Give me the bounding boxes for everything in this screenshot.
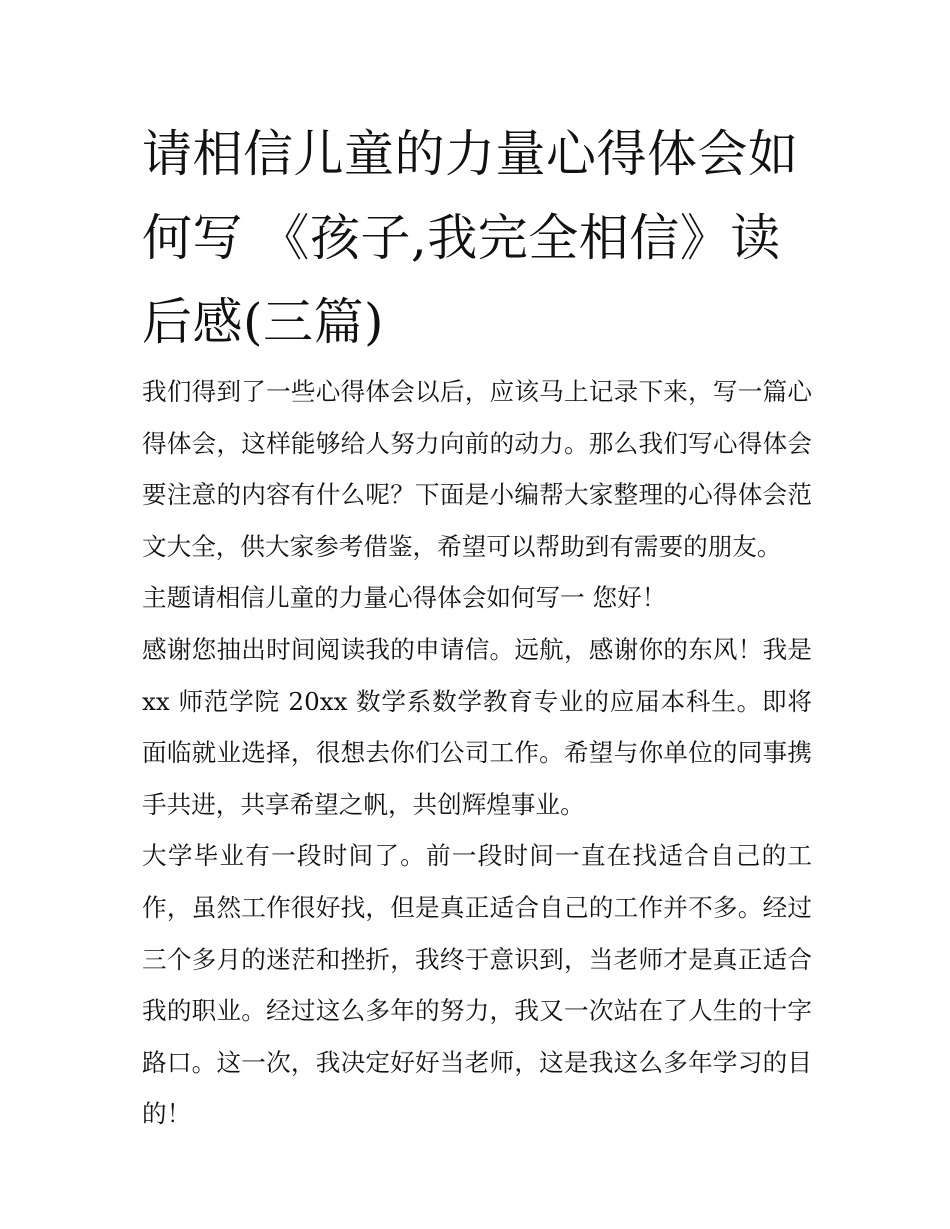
document-title: 请相信儿童的力量心得体会如何写 《孩子,我完全相信》读后感(三篇) [142,125,799,351]
paragraph-intro: 我们得到了一些心得体会以后，应该马上记录下来，写一篇心得体会，这样能够给人努力向前的动力。那么我们写心得体会要注意的内容有什么呢？下面是小编帮大家整理的心得体会范文大全，供大家参考借鉴，希望可以帮助到有需要的朋友。 [142,377,812,561]
paragraph-career: 大学毕业有一段时间了。前一段时间一直在找适合自己的工作，虽然工作很好找，但是真正适合自己的工作并不多。经过三个多月的迷茫和挫折，我终于意识到，当老师才是真正适合我的职业。经过这么多年的努力，我又一次站在了人生的十字路口。这一次，我决定好好当老师，这是我这么多年学习的目的！ [142,841,812,1129]
document-page [142,112,812,1140]
paragraph-thanks: 感谢您抽出时间阅读我的申请信。远航，感谢你的东风！我是xx 师范学院 20xx 数学系数学教育专业的应届本科生。即将面临就业选择，很想去你们公司工作。希望与你单位的同事携手共进，共享希望之帆，共创辉煌事业。 [142,634,812,819]
paragraph-subject: 主题请相信儿童的力量心得体会如何写一 您好！ [142,583,667,613]
